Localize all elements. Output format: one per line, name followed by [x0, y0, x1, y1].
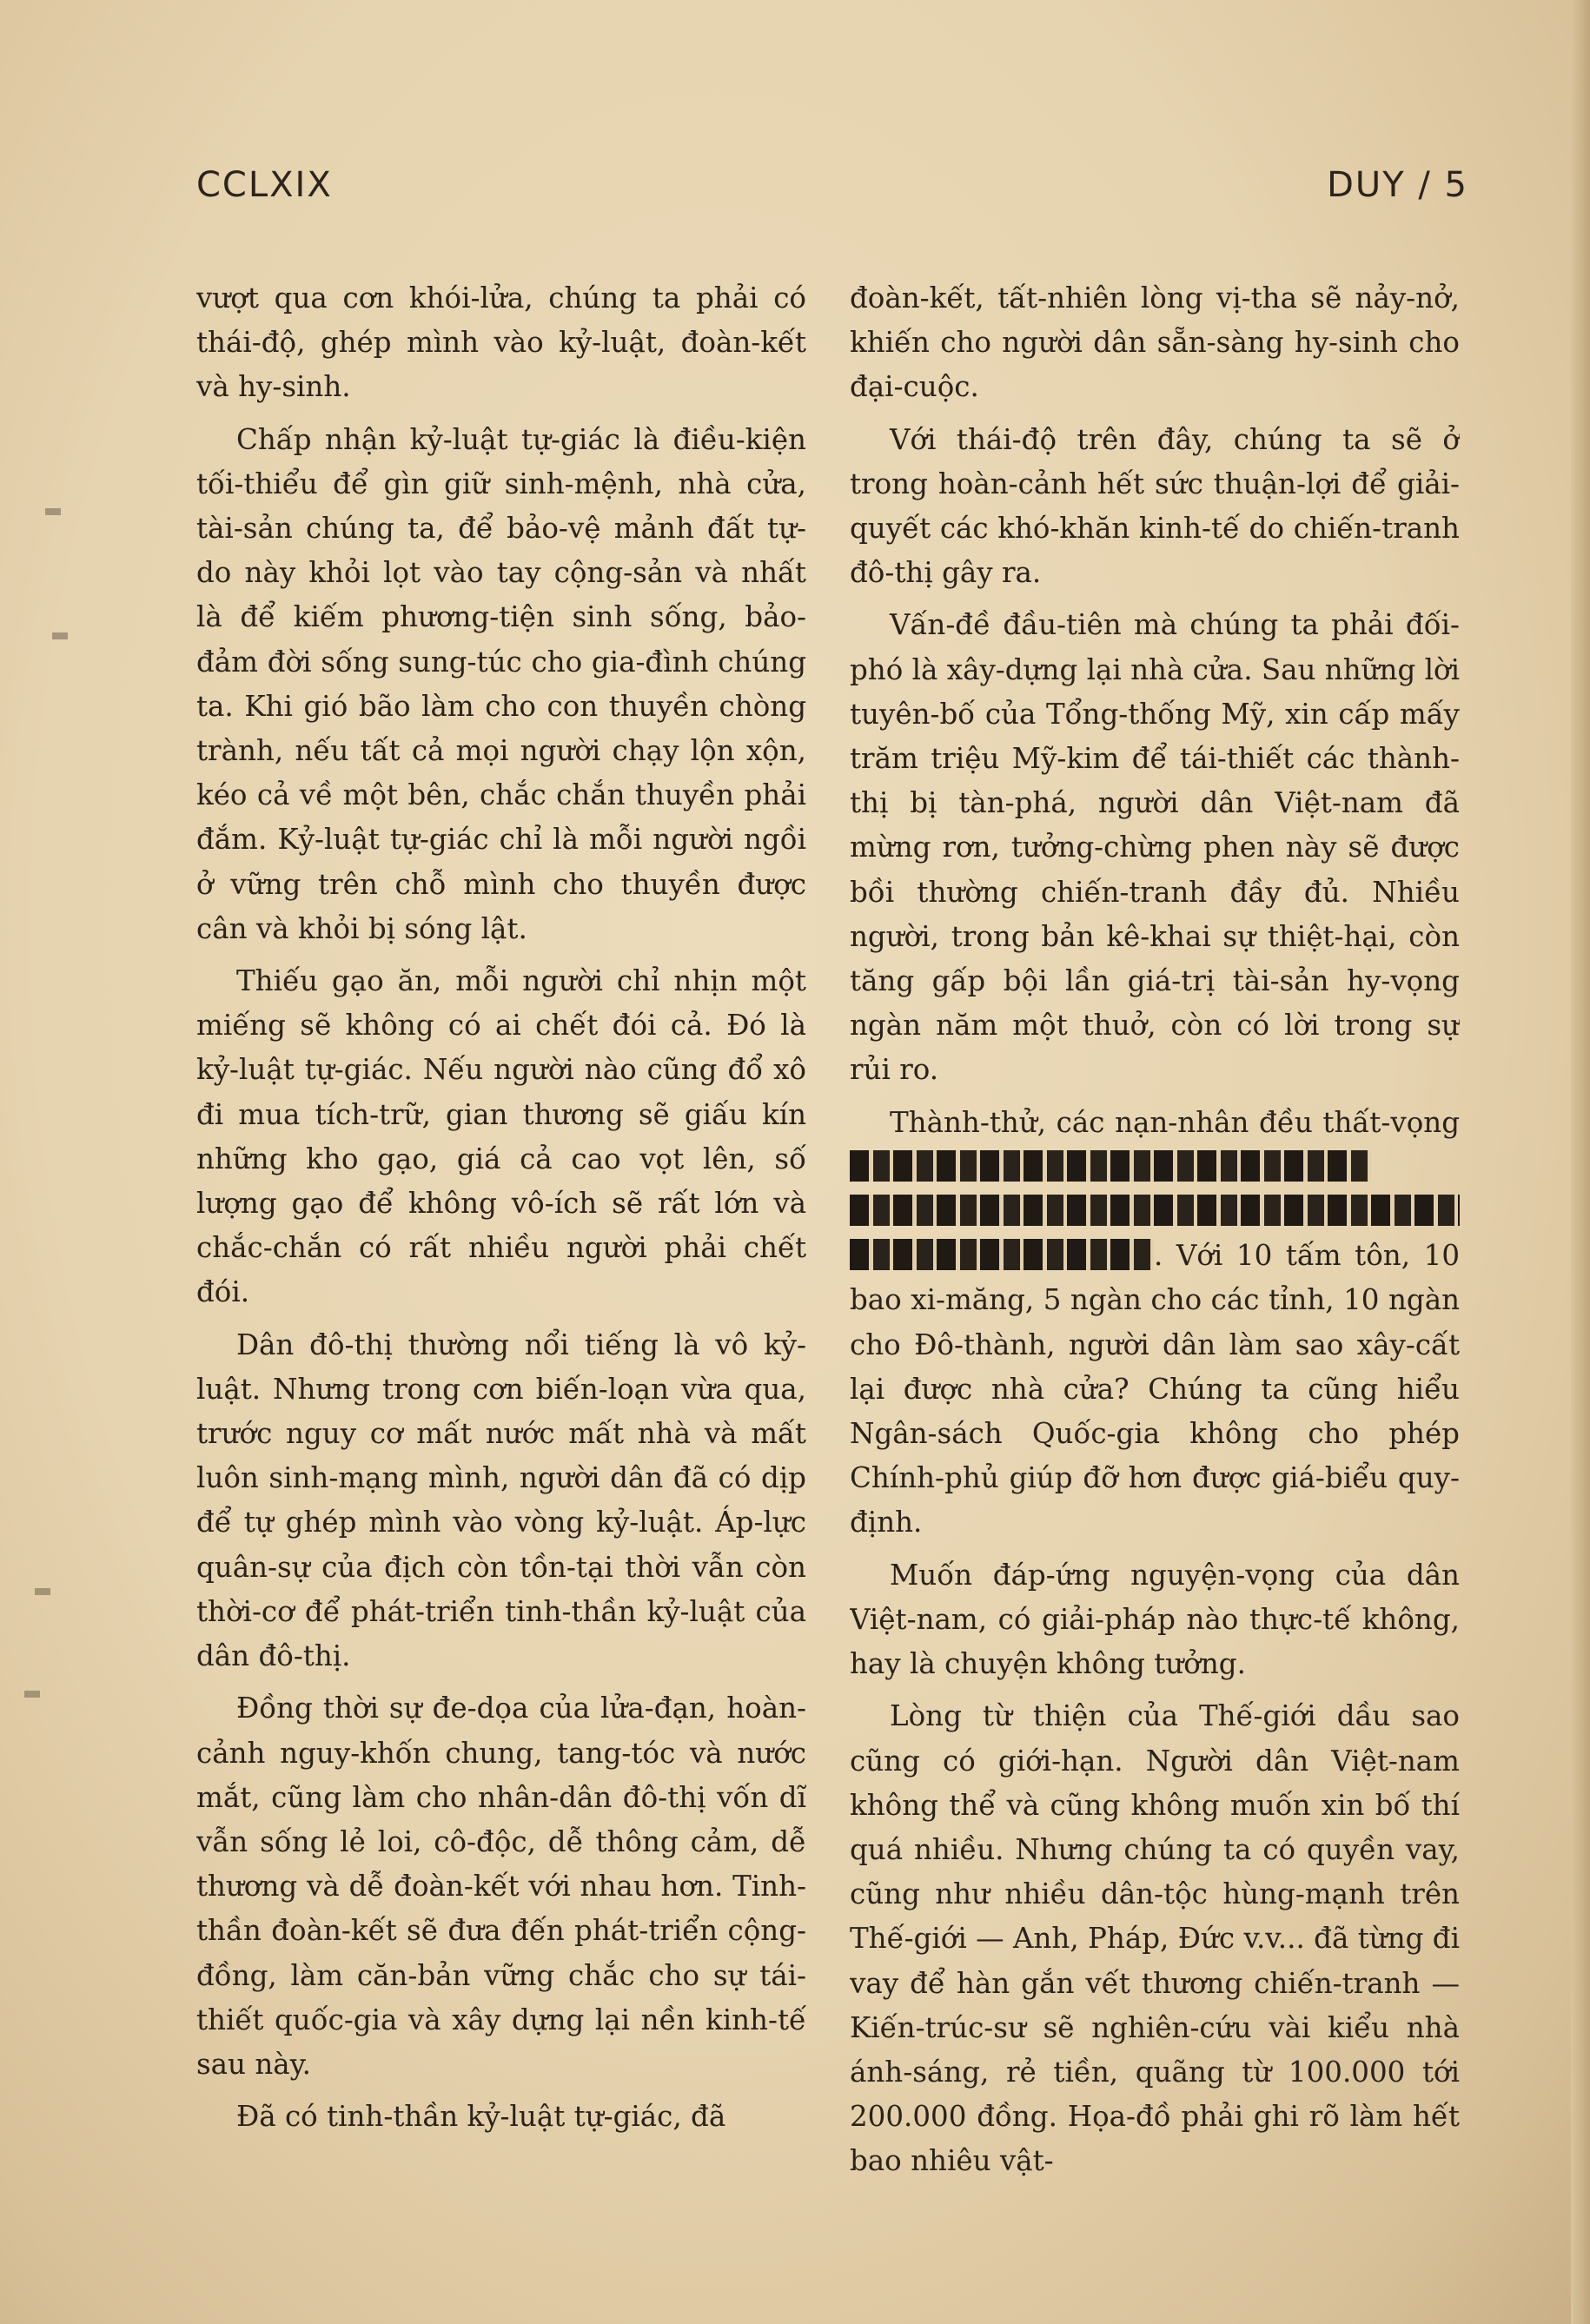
- censored-block: [850, 1239, 1154, 1270]
- left-column: [196, 276, 806, 2222]
- page-number: DUY / 5: [1327, 165, 1468, 205]
- right-column: [850, 276, 1460, 2222]
- paragraph: Dân đô-thị thường nổi tiếng là vô kỷ-luật. Nhưng trong cơn biến-loạn vừa qua, trước nguy cơ mất nước mất nhà và mất luôn sinh-mạng mình, người dân đã có dịp để tự ghép mình vào vòng kỷ-luật. Áp-lực quân-sự của địch còn tồn-tại thời vẫn còn thời-cơ để phát-triển tinh-thần kỷ-luật của dân đô-thị.: [196, 1328, 806, 1673]
- censored-block: [850, 1150, 1371, 1182]
- paragraph-text-end: . Với 10 tấm tôn, 10 bao xi-măng, 5 ngàn cho các tỉnh, 10 ngàn cho Đô-thành, người dân làm sao xây-cất lại được nhà cửa? Chúng ta cũng hiểu Ngân-sách Quốc-gia không cho phép Chính-phủ giúp đỡ hơn được giá-biểu quy-định.: [850, 1239, 1460, 1539]
- paper-speck: [45, 508, 61, 515]
- paragraph: đoàn-kết, tất-nhiên lòng vị-tha sẽ nảy-nở, khiến cho người dân sẵn-sàng hy-sinh cho đại-cuộc.: [850, 281, 1460, 404]
- paper-speck: [52, 632, 68, 639]
- paragraph-with-censorship: [850, 1101, 1460, 1546]
- censored-block: [850, 1195, 1460, 1226]
- page-header: [0, 165, 1590, 217]
- paragraph: Với thái-độ trên đây, chúng ta sẽ ở trong hoàn-cảnh hết sức thuận-lợi để giải-quyết các khó-khăn kinh-tế do chiến-tranh đô-thị gây ra.: [850, 422, 1460, 590]
- paragraph: Lòng từ thiện của Thế-giới dầu sao cũng có giới-hạn. Người dân Việt-nam không thể và cũng không muốn xin bố thí quá nhiều. Nhưng chúng ta có quyền vay, cũng như nhiều dân-tộc hùng-mạnh trên Thế-giới — Anh, Pháp, Đức v.v... đã từng đi vay để hàn gắn vết thương chiến-tranh — Kiến-trúc-sư sẽ nghiên-cứu vài kiểu nhà ánh-sáng, rẻ tiền, quãng từ 100.000 tới 200.000 đồng. Họa-đồ phải ghi rõ làm hết bao nhiêu vật-: [850, 1699, 1460, 2178]
- paragraph: Vấn-đề đầu-tiên mà chúng ta phải đối-phó là xây-dựng lại nhà cửa. Sau những lời tuyên-bố của Tổng-thống Mỹ, xin cấp mấy trăm triệu Mỹ-kim để tái-thiết các thành-thị bị tàn-phá, người dân Việt-nam đã mừng rơn, tưởng-chừng phen này sẽ được bồi thường chiến-tranh đầy đủ. Nhiều người, trong bản kê-khai sự thiệt-hại, còn tăng gấp bội lần giá-trị tài-sản hy-vọng ngàn năm một thuở, còn có lời trong sự rủi ro.: [850, 608, 1460, 1087]
- paragraph: Chấp nhận kỷ-luật tự-giác là điều-kiện tối-thiểu để gìn giữ sinh-mệnh, nhà cửa, tài-sản chúng ta, để bảo-vệ mảnh đất tự-do này khỏi lọt vào tay cộng-sản và nhất là để kiếm phương-tiện sinh sống, bảo-đảm đời sống sung-túc cho gia-đình chúng ta. Khi gió bão làm cho con thuyền chòng trành, nếu tất cả mọi người chạy lộn xộn, kéo cả về một bên, chắc chắn thuyền phải đắm. Kỷ-luật tự-giác chỉ là mỗi người ngồi ở vững trên chỗ mình cho thuyền được cân và khỏi bị sóng lật.: [196, 422, 806, 945]
- paragraph: Muốn đáp-ứng nguyện-vọng của dân Việt-nam, có giải-pháp nào thực-tế không, hay là chuyện không tưởng.: [850, 1558, 1460, 1681]
- paragraph: Đã có tinh-thần kỷ-luật tự-giác, đã: [236, 2100, 726, 2134]
- paragraph: Đồng thời sự đe-dọa của lửa-đạn, hoàn-cảnh nguy-khốn chung, tang-tóc và nước mắt, cũng làm cho nhân-dân đô-thị vốn dĩ vẫn sống lẻ loi, cô-độc, dễ thông cảm, dễ thương và dễ đoàn-kết với nhau hơn. Tinh-thần đoàn-kết sẽ đưa đến phát-triển cộng-đồng, làm căn-bản vững chắc cho sự tái-thiết quốc-gia và xây dựng lại nền kinh-tế sau này.: [196, 1692, 806, 2081]
- paragraph-text-start: Thành-thử, các nạn-nhân đều thất-vọng: [890, 1105, 1460, 1139]
- paper-speck: [24, 1691, 40, 1698]
- page-edge: [1571, 0, 1590, 2324]
- paragraph: Thiếu gạo ăn, mỗi người chỉ nhịn một miếng sẽ không có ai chết đói cả. Đó là kỷ-luật tự-giác. Nếu người nào cũng đổ xô đi mua tích-trữ, gian thương sẽ giấu kín những kho gạo, giá cả cao vọt lên, số lượng gạo để không vô-ích sẽ rất lớn và chắc-chắn có rất nhiều người phải chết đói.: [196, 964, 806, 1309]
- paper-speck: [35, 1588, 50, 1595]
- paragraph: vượt qua cơn khói-lửa, chúng ta phải có thái-độ, ghép mình vào kỷ-luật, đoàn-kết và hy-sinh.: [196, 281, 806, 404]
- issue-number: CCLXIX: [196, 165, 333, 205]
